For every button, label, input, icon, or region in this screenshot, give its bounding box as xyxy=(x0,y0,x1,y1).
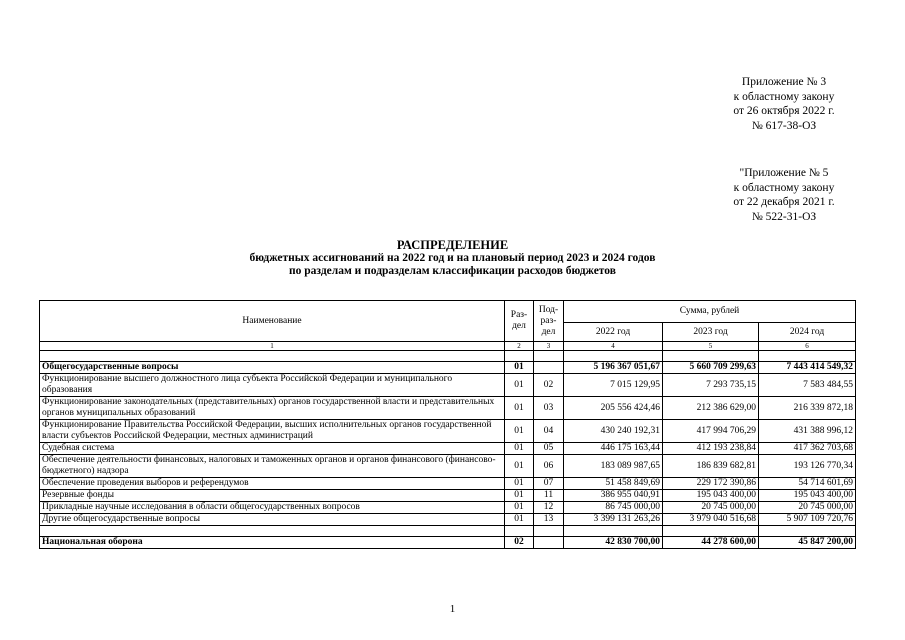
row-amount-2023: 212 386 629,00 xyxy=(663,397,759,420)
title-subtitle-1: бюджетных ассигнований на 2022 год и на плановый период 2023 и 2024 годов xyxy=(249,252,656,264)
row-name: Функционирование высшего должностного лица субъекта Российской Федерации и муниципального образования xyxy=(40,374,505,397)
row-section: 01 xyxy=(505,502,534,514)
row-amount-2023: 7 293 735,15 xyxy=(663,374,759,397)
header-year-2022: 2022 год xyxy=(564,323,663,342)
row-amount-2024: 195 043 400,00 xyxy=(759,490,856,502)
column-number-row xyxy=(40,342,856,351)
row-amount-2024: 431 388 996,12 xyxy=(759,420,856,443)
table-row xyxy=(40,478,856,490)
row-subsection: 03 xyxy=(534,397,564,420)
row-amount-2023: 5 660 709 299,63 xyxy=(663,362,759,374)
spacer-row xyxy=(40,526,856,537)
table-row xyxy=(40,397,856,420)
row-name: Судебная система xyxy=(40,443,505,455)
budget-table xyxy=(39,300,856,549)
appendix-original-line3: от 22 декабря 2021 г. xyxy=(733,196,835,208)
table-row xyxy=(40,443,856,455)
row-amount-2023: 417 994 706,29 xyxy=(663,420,759,443)
appendix-original xyxy=(709,166,859,224)
table-row xyxy=(40,490,856,502)
row-amount-2022: 51 458 849,69 xyxy=(564,478,663,490)
row-amount-2022: 5 196 367 051,67 xyxy=(564,362,663,374)
header-section: Раз-дел xyxy=(505,301,534,342)
row-amount-2023: 44 278 600,00 xyxy=(663,537,759,549)
row-amount-2024: 216 339 872,18 xyxy=(759,397,856,420)
table-row xyxy=(40,455,856,478)
row-name: Функционирование Правительства Российской Федерации, высших исполнительных органов государственной власти субъектов Российской Федерации, местных администраций xyxy=(40,420,505,443)
table-row xyxy=(40,537,856,549)
header-year-2024: 2024 год xyxy=(759,323,856,342)
row-subsection: 06 xyxy=(534,455,564,478)
row-subsection: 13 xyxy=(534,514,564,526)
appendix-current xyxy=(709,75,859,133)
row-amount-2024: 45 847 200,00 xyxy=(759,537,856,549)
table-row xyxy=(40,502,856,514)
row-section: 01 xyxy=(505,478,534,490)
row-section: 01 xyxy=(505,397,534,420)
row-amount-2022: 430 240 192,31 xyxy=(564,420,663,443)
row-name: Общегосударственные вопросы xyxy=(40,362,505,374)
row-amount-2024: 7 443 414 549,32 xyxy=(759,362,856,374)
row-subsection: 12 xyxy=(534,502,564,514)
appendix-current-line4: № 617-38-ОЗ xyxy=(751,119,817,132)
row-amount-2024: 54 714 601,69 xyxy=(759,478,856,490)
column-number: 3 xyxy=(534,342,564,351)
header-subsection: Под-раз-дел xyxy=(534,301,564,342)
row-subsection: 05 xyxy=(534,443,564,455)
row-section: 01 xyxy=(505,490,534,502)
column-number: 2 xyxy=(505,342,534,351)
row-amount-2022: 446 175 163,44 xyxy=(564,443,663,455)
table-body xyxy=(40,362,856,549)
row-amount-2023: 229 172 390,86 xyxy=(663,478,759,490)
column-number: 5 xyxy=(663,342,759,351)
column-number: 6 xyxy=(759,342,856,351)
row-section: 01 xyxy=(505,362,534,374)
row-subsection xyxy=(534,537,564,549)
row-subsection: 04 xyxy=(534,420,564,443)
row-amount-2023: 195 043 400,00 xyxy=(663,490,759,502)
row-name: Резервные фонды xyxy=(40,490,505,502)
page-number: 1 xyxy=(449,603,456,615)
row-subsection: 02 xyxy=(534,374,564,397)
header-name: Наименование xyxy=(40,301,505,342)
row-name: Функционирование законодательных (представительных) органов государственной власти и представительных органов муниципальных образований xyxy=(40,397,505,420)
row-section: 01 xyxy=(505,443,534,455)
row-subsection xyxy=(534,362,564,374)
row-amount-2023: 412 193 238,84 xyxy=(663,443,759,455)
row-section: 01 xyxy=(505,514,534,526)
row-amount-2024: 5 907 109 720,76 xyxy=(759,514,856,526)
column-number: 1 xyxy=(40,342,505,351)
title-subtitle-2: по разделам и подразделам классификации расходов бюджетов xyxy=(289,265,616,277)
table-row xyxy=(40,514,856,526)
row-subsection: 07 xyxy=(534,478,564,490)
row-amount-2023: 186 839 682,81 xyxy=(663,455,759,478)
row-amount-2024: 193 126 770,34 xyxy=(759,455,856,478)
appendix-original-line1: "Приложение № 5 xyxy=(739,167,829,179)
row-amount-2022: 42 830 700,00 xyxy=(564,537,663,549)
header-amount: Сумма, рублей xyxy=(564,301,856,323)
document-title xyxy=(0,238,905,278)
row-amount-2022: 386 955 040,91 xyxy=(564,490,663,502)
row-section: 01 xyxy=(505,420,534,443)
title-heading: РАСПРЕДЕЛЕНИЕ xyxy=(396,238,509,252)
row-name: Национальная оборона xyxy=(40,537,505,549)
row-subsection: 11 xyxy=(534,490,564,502)
row-name: Обеспечение деятельности финансовых, налоговых и таможенных органов и органов финансового (финансово-бюджетного) надзора xyxy=(40,455,505,478)
row-amount-2022: 183 089 987,65 xyxy=(564,455,663,478)
row-section: 02 xyxy=(505,537,534,549)
appendix-original-line4: № 522-31-ОЗ xyxy=(751,210,817,223)
row-name: Обеспечение проведения выборов и референдумов xyxy=(40,478,505,490)
row-amount-2022: 86 745 000,00 xyxy=(564,502,663,514)
row-amount-2022: 7 015 129,95 xyxy=(564,374,663,397)
appendix-original-line2: к областному закону xyxy=(733,181,835,194)
row-amount-2023: 3 979 040 516,68 xyxy=(663,514,759,526)
row-amount-2022: 205 556 424,46 xyxy=(564,397,663,420)
row-section: 01 xyxy=(505,374,534,397)
row-name: Прикладные научные исследования в области общегосударственных вопросов xyxy=(40,502,505,514)
appendix-current-line2: к областному закону xyxy=(733,90,835,103)
column-number: 4 xyxy=(564,342,663,351)
appendix-current-line3: от 26 октября 2022 г. xyxy=(733,105,835,117)
row-amount-2024: 20 745 000,00 xyxy=(759,502,856,514)
appendix-current-line1: Приложение № 3 xyxy=(741,76,827,88)
table-row xyxy=(40,374,856,397)
row-amount-2024: 7 583 484,55 xyxy=(759,374,856,397)
row-amount-2022: 3 399 131 263,26 xyxy=(564,514,663,526)
spacer-row xyxy=(40,351,856,362)
row-section: 01 xyxy=(505,455,534,478)
table-row xyxy=(40,362,856,374)
table-row xyxy=(40,420,856,443)
row-amount-2024: 417 362 703,68 xyxy=(759,443,856,455)
header-year-2023: 2023 год xyxy=(663,323,759,342)
row-name: Другие общегосударственные вопросы xyxy=(40,514,505,526)
row-amount-2023: 20 745 000,00 xyxy=(663,502,759,514)
